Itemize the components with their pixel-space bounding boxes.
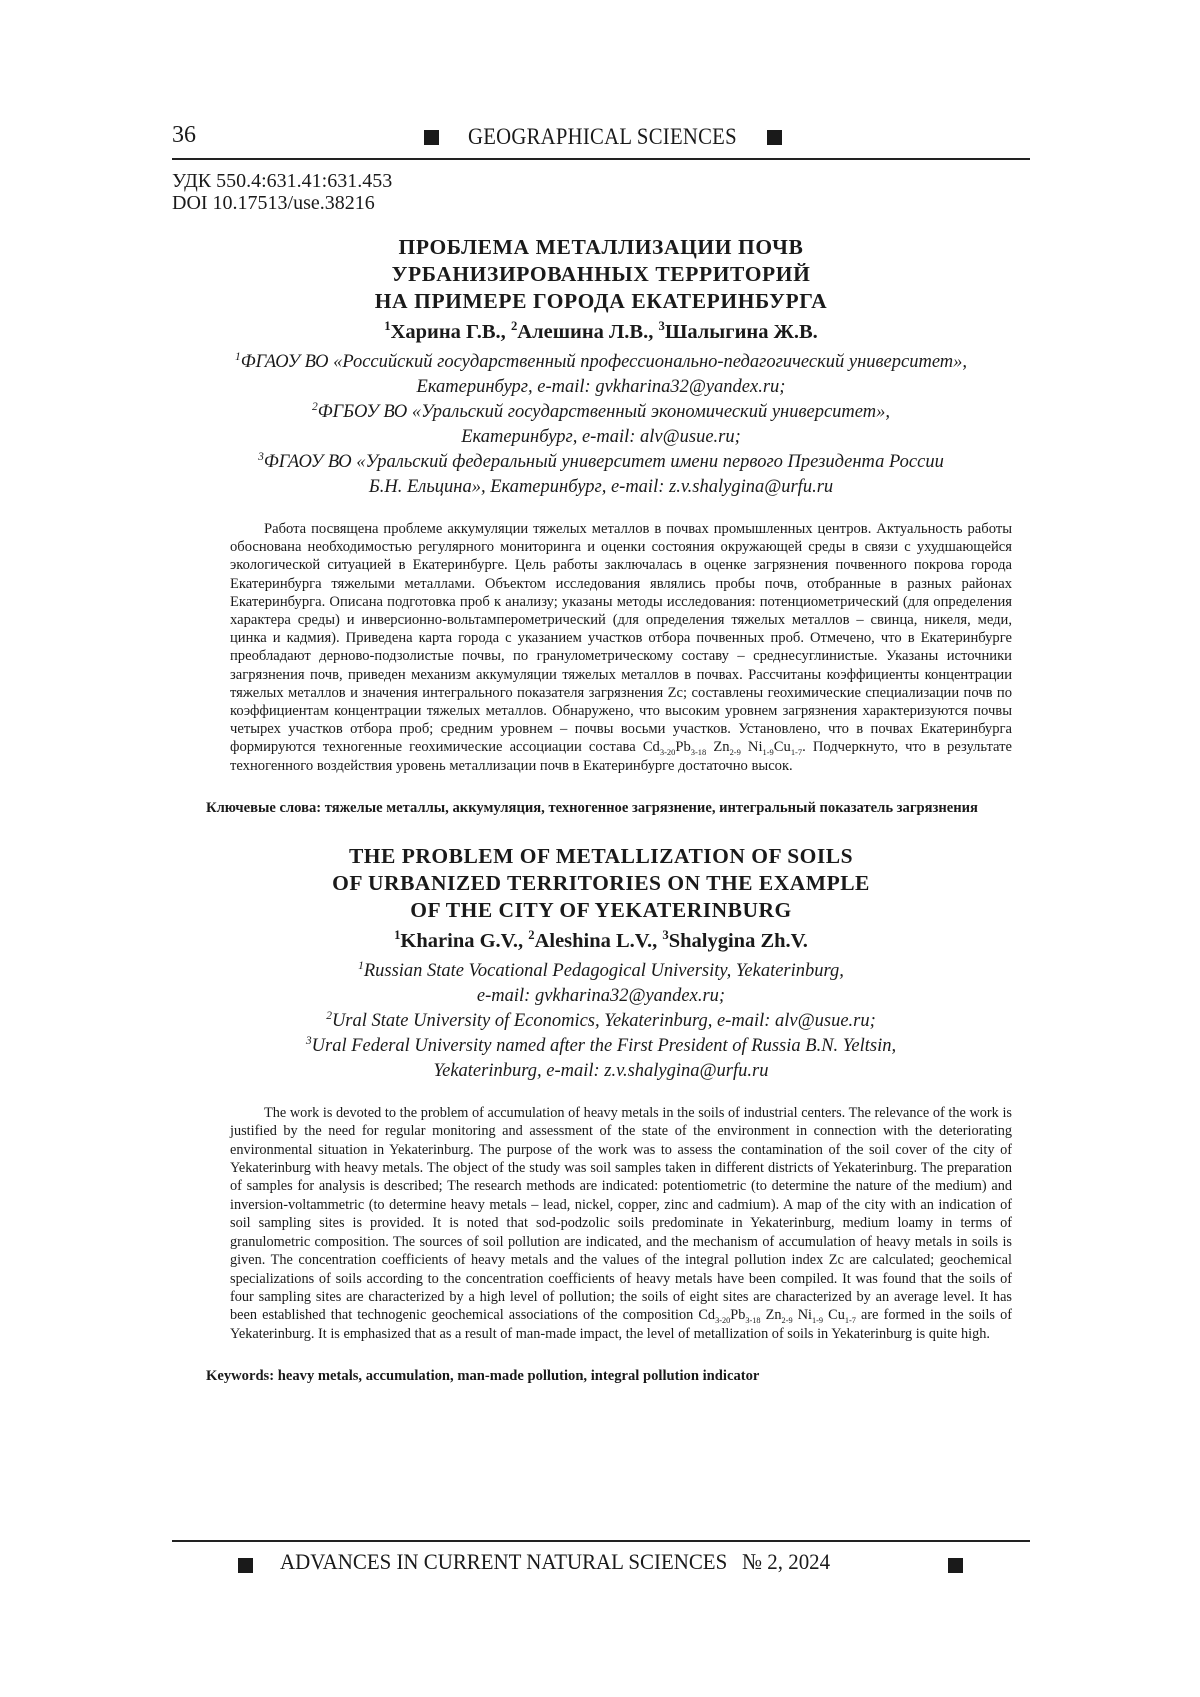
- author-name: Шалыгина Ж.В.: [665, 321, 818, 343]
- author-name: Shalygina Zh.V.: [669, 930, 808, 952]
- title-line: НА ПРИМЕРЕ ГОРОДА ЕКАТЕРИНБУРГА: [172, 288, 1030, 315]
- running-footer: [172, 1540, 1030, 1582]
- title-en: [172, 843, 1030, 924]
- affiliation-index: 2: [312, 401, 318, 413]
- author-name: Aleshina L.V.,: [535, 930, 663, 952]
- udc-code: УДК 550.4:631.41:631.453: [172, 170, 1030, 192]
- affiliations-ru: [172, 350, 1030, 500]
- author-index: 1: [394, 928, 400, 942]
- affiliation-text: ФГАОУ ВО «Российский государственный профессионально-педагогический университет»,: [241, 352, 967, 372]
- authors-en: [172, 930, 1030, 953]
- chemical-formula: Cd3-20Pb3-18 Zn2-9 Ni1-9 Cu1-7: [698, 1307, 856, 1323]
- page-number: 36: [172, 122, 196, 149]
- affiliation-text: Ural State University of Economics, Yekaterinburg, e-mail: alv@usue.ru;: [332, 1011, 876, 1031]
- affiliation-line: Yekaterinburg, e-mail: z.v.shalygina@urfu.ru: [172, 1059, 1030, 1084]
- author-name: Kharina G.V.,: [400, 930, 528, 952]
- square-bullet-icon: [238, 1558, 253, 1573]
- abstract-ru: [230, 520, 1012, 775]
- affiliation-line: [172, 400, 1030, 425]
- abstract-text: . Подчеркнуто, что в результате техногенного воздействия уровень металлизации почв в Екатеринбурге достаточно высок.: [230, 739, 1012, 773]
- affiliation-line: e-mail: gvkharina32@yandex.ru;: [172, 984, 1030, 1009]
- affiliation-index: 3: [306, 1035, 312, 1047]
- affiliation-text: Russian State Vocational Pedagogical University, Yekaterinburg,: [364, 961, 844, 981]
- running-header: [172, 118, 1030, 160]
- keywords-en: [206, 1367, 1030, 1385]
- author-index: 2: [528, 928, 534, 942]
- affiliation-index: 1: [235, 351, 241, 363]
- author-name: Харина Г.В.,: [391, 321, 511, 343]
- author-index: 3: [658, 319, 664, 333]
- title-line: OF URBANIZED TERRITORIES ON THE EXAMPLE: [172, 870, 1030, 897]
- affiliation-line: [172, 1034, 1030, 1059]
- issue-number: № 2, 2024: [742, 1549, 830, 1574]
- keywords-label: Ключевые слова:: [206, 800, 321, 816]
- article-identifiers: [172, 170, 1030, 214]
- abstract-text: are formed in the soils of Yekaterinburg. It is emphasized that as a result of man-made impact, the level of metallization of soils in Yekaterinburg is quite high.: [230, 1307, 1012, 1341]
- article-page: [172, 118, 1030, 1385]
- author-name: Алешина Л.В.,: [517, 321, 658, 343]
- title-line: ПРОБЛЕМА МЕТАЛЛИЗАЦИИ ПОЧВ: [172, 234, 1030, 261]
- affiliation-line: Екатеринбург, e-mail: alv@usue.ru;: [172, 425, 1030, 450]
- author-index: 3: [662, 928, 668, 942]
- affiliation-text: ФГБОУ ВО «Уральский государственный экономический университет»,: [318, 402, 890, 422]
- journal-section: GEOGRAPHICAL SCIENCES: [468, 124, 737, 150]
- keywords-list: тяжелые металлы, аккумуляция, техногенное загрязнение, интегральный показатель загрязнения: [325, 800, 978, 816]
- affiliation-line: [172, 959, 1030, 984]
- doi: DOI 10.17513/use.38216: [172, 192, 1030, 214]
- title-line: THE PROBLEM OF METALLIZATION OF SOILS: [172, 843, 1030, 870]
- affiliation-text: Ural Federal University named after the First President of Russia B.N. Yeltsin,: [312, 1036, 896, 1056]
- title-ru: [172, 234, 1030, 315]
- title-line: УРБАНИЗИРОВАННЫХ ТЕРРИТОРИЙ: [172, 261, 1030, 288]
- affiliation-line: Б.Н. Ельцина», Екатеринбург, e-mail: z.v.shalygina@urfu.ru: [172, 475, 1030, 500]
- affiliations-en: [172, 959, 1030, 1084]
- affiliation-index: 2: [326, 1010, 332, 1022]
- affiliation-line: [172, 450, 1030, 475]
- footer-text: [280, 1549, 830, 1575]
- square-bullet-icon: [948, 1558, 963, 1573]
- keywords-label: Keywords:: [206, 1368, 274, 1384]
- affiliation-line: Екатеринбург, e-mail: gvkharina32@yandex.ru;: [172, 375, 1030, 400]
- square-bullet-icon: [767, 130, 782, 145]
- affiliation-line: [172, 350, 1030, 375]
- keywords-ru: [206, 799, 1030, 817]
- authors-ru: [172, 321, 1030, 344]
- affiliation-text: ФГАОУ ВО «Уральский федеральный университет имени первого Президента России: [264, 452, 944, 472]
- affiliation-index: 3: [258, 451, 264, 463]
- author-index: 1: [384, 319, 390, 333]
- affiliation-index: 1: [358, 960, 364, 972]
- abstract-text: The work is devoted to the problem of accumulation of heavy metals in the soils of industrial centers. The relevance of the work is justified by the need for regular monitoring and assessment of the state of the environment in connection with the deteriorating environmental situation in Yekaterinburg. The purpose of the work was to assess the contamination of the soil cover of the city of Yekaterinburg with heavy metals. The object of the study was soil samples taken in different districts of Yekaterinburg. The preparation of samples for analysis is described; The research methods are indicated: potentiometric (to determine the nature of the medium) and inversion-voltammetric (to determine heavy metals – lead, nickel, copper, zinc and cadmium). A map of the city with an indication of soil sampling sites is provided. It is noted that sod-podzolic soils predominate in Yekaterinburg, medium loamy in terms of granulometric composition. The sources of soil pollution are indicated, and the mechanism of accumulation of heavy metals in soils is given. The concentration coefficients of heavy metals and the values of the integral pollution index Zc are calculated; geochemical specializations of soils according to the concentration coefficients of heavy metals have been compiled. It was found that the soils of four sampling sites are characterized by a high level of pollution; the soils of eight sites are characterized by an average level. It has been established that technogenic geochemical associations of the composition: [230, 1105, 1012, 1323]
- affiliation-line: [172, 1009, 1030, 1034]
- journal-name: ADVANCES IN CURRENT NATURAL SCIENCES: [280, 1549, 727, 1574]
- author-index: 2: [511, 319, 517, 333]
- title-line: OF THE CITY OF YEKATERINBURG: [172, 897, 1030, 924]
- keywords-list: heavy metals, accumulation, man-made pollution, integral pollution indicator: [278, 1368, 760, 1384]
- abstract-en: [230, 1104, 1012, 1343]
- chemical-formula: Cd3-20Pb3-18 Zn2-9 Ni1-9Cu1-7: [643, 739, 802, 755]
- abstract-text: Работа посвящена проблеме аккумуляции тяжелых металлов в почвах промышленных центров. Актуальность работы обоснована необходимостью регулярного мониторинга и оценки состояния окружающей среды в связи с ухудшающейся экологической ситуацией в Екатеринбурге. Цель работы заключалась в оценке загрязнения почвенного покрова города Екатеринбурга тяжелыми металлами. Объектом исследования являлись пробы почв, отобранные в разных районах Екатеринбурга. Описана подготовка проб к анализу; указаны методы исследования: потенциометрический (для определения характера среды) и инверсионно-вольтамперометрический (для определения тяжелых металлов – свинца, никеля, меди, цинка и кадмия). Приведена карта города с указанием участков отбора почвенных проб. Отмечено, что в Екатеринбурге преобладают дерново-подзолистые почвы, по гранулометрическому составу – среднесуглинистые. Указаны источники загрязнения почв, приведен механизм аккумуляции тяжелых металлов в почвах. Рассчитаны коэффициенты концентрации тяжелых металлов и значения интегрального показателя загрязнения Zc; составлены геохимические специализации почв по коэффициентам концентрации тяжелых металлов. Обнаружено, что высоким уровнем загрязнения характеризуются почвы четырех участков отбора проб; средним уровнем – почвы восьми участков. Установлено, что в почвах Екатеринбурга формируются техногенные геохимические ассоциации состава: [230, 521, 1012, 755]
- square-bullet-icon: [424, 130, 439, 145]
